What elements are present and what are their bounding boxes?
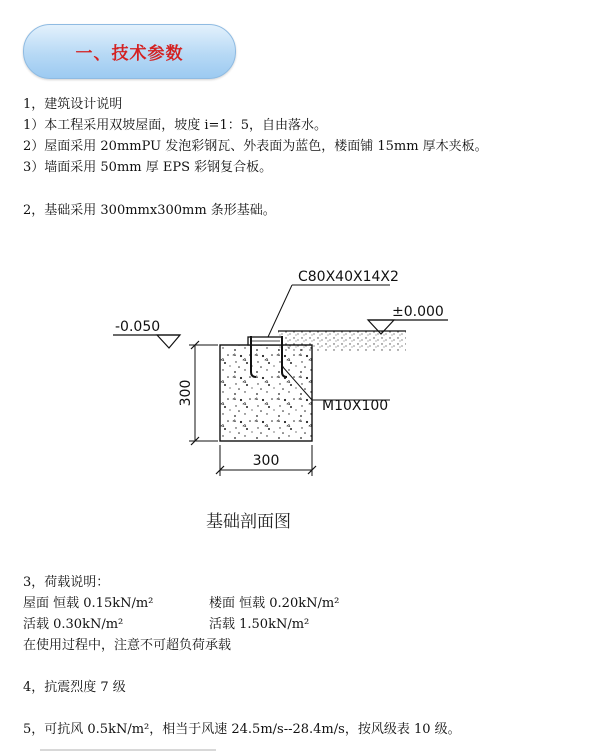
bottom-divider: [40, 749, 216, 751]
width-dimension-label: 300: [252, 453, 280, 469]
floor-live-load: 活载 1.50kN/m²: [209, 617, 310, 632]
roof-live-load: 活载 0.30kN/m²: [23, 617, 124, 632]
foundation-text: 2，基础采用 300mmx300mm 条形基础。: [23, 203, 276, 218]
height-dimension-label: 300: [178, 379, 194, 407]
building-item-3: 3）墙面采用 50mm 厚 EPS 彩钢复合板。: [23, 160, 273, 175]
level-zero-label: ±0.000: [392, 304, 444, 320]
foundation-section-drawing: [100, 258, 444, 483]
roof-dead-load: 屋面 恒载 0.15kN/m²: [23, 596, 154, 611]
section-title: 一、技术参数: [75, 44, 184, 64]
channel-label: C80X40X14X2: [298, 269, 399, 285]
diagram-caption: 基础剖面图: [206, 512, 291, 532]
seismic-text: 4，抗震烈度 7 级: [23, 680, 126, 695]
wind-text: 5，可抗风 0.5kN/m²，相当于风速 24.5m/s--28.4m/s，按风级表 10 级。: [23, 722, 461, 737]
footing: [220, 345, 312, 441]
level-minus-label: -0.050: [115, 319, 161, 335]
loads-row-1: [23, 596, 583, 612]
loads-row-2: [23, 617, 583, 633]
building-heading: 1，建筑设计说明: [23, 97, 123, 112]
section-title-banner: [23, 24, 236, 79]
load-note: 在使用过程中，注意不可超负荷承载: [23, 638, 232, 653]
building-item-2: 2）屋面采用 20mmPU 发泡彩钢瓦、外表面为蓝色，楼面铺 15mm 厚木夹板。: [23, 139, 488, 154]
level-minus-triangle: [157, 335, 180, 348]
building-item-1: 1）本工程采用双坡屋面，坡度 i=1：5，自由落水。: [23, 118, 327, 133]
loads-heading: 3，荷载说明：: [23, 575, 110, 590]
bolt-label: M10X100: [322, 398, 389, 414]
channel-leader: [268, 285, 292, 337]
floor-dead-load: 楼面 恒载 0.20kN/m²: [209, 596, 340, 611]
